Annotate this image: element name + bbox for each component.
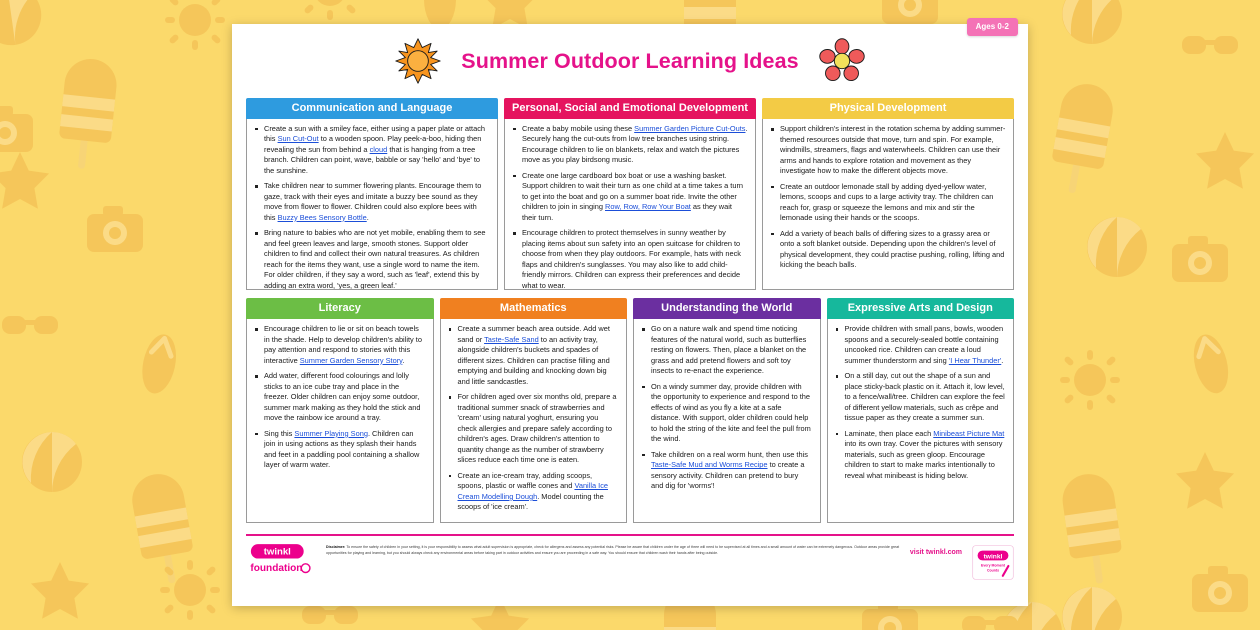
resource-link[interactable]: Minibeast Picture Mat <box>933 428 1005 438</box>
subject-body <box>827 319 1015 523</box>
document-header <box>232 24 1028 98</box>
idea-list <box>250 324 428 471</box>
idea-text: . Model counting the scoops of 'ice cream'. <box>457 491 604 512</box>
idea-text: Create a baby mobile using these <box>522 123 635 133</box>
subject-column <box>827 298 1015 523</box>
svg-text:Counts: Counts <box>986 568 1000 573</box>
idea-item <box>264 429 426 471</box>
idea-text: Provide children with small pans, bowls, wooden spoons and a securely-sealed bottle containing uncooked rice. Children can create a loud summer thunderstorm and sing <box>844 324 1004 365</box>
idea-text: Sing this <box>264 428 295 438</box>
idea-item <box>845 371 1007 424</box>
svg-text:foundation: foundation <box>250 563 303 575</box>
subject-heading: Mathematics <box>440 298 628 319</box>
subject-heading: Physical Development <box>762 98 1014 119</box>
idea-list <box>250 124 492 290</box>
idea-text: Go on a nature walk and spend time noticing features of the natural world, such as butterflies resting on flowers. Then, place a blanket on the grass and add pretend flowers and soft toy insects to re-enact the experience. <box>651 324 807 376</box>
resource-link[interactable]: cloud <box>369 144 388 154</box>
subject-heading: Communication and Language <box>246 98 498 119</box>
idea-item <box>780 124 1006 177</box>
idea-list <box>637 324 815 492</box>
idea-item <box>264 181 490 223</box>
svg-text:twinkl: twinkl <box>983 553 1003 561</box>
subject-column <box>246 298 434 523</box>
idea-item <box>264 324 426 366</box>
idea-text: On a still day, cut out the shape of a sun and place sticky-back plastic on it. Attach it, low level, to a fence/wall/tree. Children can explore the feel of different yellow materials, such as crêpe and tissue paper as they create a summer sun. <box>844 371 1005 423</box>
subject-column <box>762 98 1014 290</box>
idea-text: For children aged over six months old, prepare a traditional summer snack of strawberries and 'cream' using natural yoghurt, ensuring you check allergies and prepare safely according to children's ages. Draw children's attention to quantity change as the number of strawberry slices reduce each time one is eaten. <box>457 392 617 465</box>
subject-heading: Literacy <box>246 298 434 319</box>
document-page <box>232 24 1028 606</box>
idea-item <box>458 471 620 513</box>
idea-text: Support children's interest in the rotation schema by adding summer-themed resources outside that move, turn and spin. For example, windmills, streamers, flags and waterwheels. Children can use their arms and hands to explore rotation and movement as they investigate how to make the different objects move. <box>780 124 1006 176</box>
resource-link[interactable]: Summer Playing Song <box>294 428 368 438</box>
page-title: Summer Outdoor Learning Ideas <box>461 48 799 73</box>
idea-text: to an activity tray, alongside children's buckets and spades of different sizes. Children can practise filling and emptying and building and knocking down big and little sandcastles. <box>457 334 610 386</box>
idea-item <box>264 228 490 290</box>
idea-item <box>780 182 1006 224</box>
subject-column <box>440 298 628 523</box>
subject-body <box>246 119 498 290</box>
idea-item <box>845 429 1007 482</box>
idea-text: to a wooden spoon. Play peek-a-boo, hiding then revealing the sun from behind a <box>264 134 482 154</box>
subject-column <box>504 98 756 290</box>
resource-link[interactable]: Taste-Safe Mud and Worms Recipe <box>651 460 768 470</box>
resource-link[interactable]: Vanilla Ice Cream Modelling Dough <box>457 481 609 501</box>
bottom-subject-grid <box>232 298 1028 523</box>
subject-body <box>633 319 821 523</box>
visit-twinkl-link[interactable]: visit twinkl.com <box>909 549 962 556</box>
idea-item <box>651 450 813 492</box>
subject-column <box>246 98 498 290</box>
idea-text: Laminate, then place each <box>844 428 934 438</box>
idea-text: that is hanging from a tree branch. Children can point, wave, babble or say 'hello' and 'bye' to the sunshine. <box>264 144 480 175</box>
idea-text: Take children on a real worm hunt, then use this <box>651 449 808 459</box>
idea-text: Create a summer beach area outside. Add wet sand or <box>457 324 610 344</box>
document-footer <box>246 534 1014 606</box>
idea-text: Create an outdoor lemonade stall by adding dyed-yellow water, lemons, scoops and cups to a large activity tray. The children can reach for, grasp or squeeze the lemons and mix and stir the lemonade using their hands or the scoops. <box>780 181 994 223</box>
idea-item <box>264 371 426 424</box>
subject-body <box>762 119 1014 290</box>
idea-list <box>508 124 750 290</box>
top-subject-grid <box>232 98 1028 290</box>
resource-link[interactable]: Row, Row, Row Your Boat <box>605 202 691 212</box>
idea-item <box>651 324 813 377</box>
svg-text:twinkl: twinkl <box>263 546 291 558</box>
twinkl-logo <box>972 543 1014 585</box>
disclaimer-body: To ensure the safety of children in your setting, it is your responsibility to assess what adult supervision is appropriate, check for allergens and assess any potential risks. Please be aware that children under the age of three will need to be supervised at all times and a small amount of water can be extremely dangerous. Outdoor areas provide great opportunities for playing and learning, but you should always check any environmental areas before taking part in outdoor activities and ensure you are proceeding in a safe way. You should ensure that children wash their hands after being outside. <box>326 545 900 555</box>
idea-text: On a windy summer day, provide children with the opportunity to experience and respond to the effects of wind as you fly a kite at a safe distance. With support, older children could help to hold the string of the kite and feel the pull from the wind. <box>651 381 811 444</box>
idea-item <box>651 382 813 445</box>
subject-body <box>246 319 434 523</box>
flower-icon <box>819 38 865 84</box>
subject-heading: Personal, Social and Emotional Development <box>504 98 756 119</box>
idea-item <box>845 324 1007 366</box>
idea-text: Create a sun with a smiley face, either using a paper plate or attach this <box>264 123 486 144</box>
idea-list <box>766 124 1008 271</box>
idea-text: to create a sensory activity. Children can pretend to bury and dig for 'worms'! <box>651 460 805 491</box>
idea-text: Take children near to summer flowering plants. Encourage them to gaze, track with their eyes and imitate a buzzy bee sound as they move from flower to flower. Children could also explore bees with this <box>264 181 482 222</box>
idea-list <box>831 324 1009 481</box>
idea-list <box>444 324 622 513</box>
idea-text: Add water, different food colourings and lolly sticks to an ice cube tray and place in the freezer. Older children can enjoy some outdoor, summer mark making as they hold the stick and move the rainbow ice around a tray. <box>264 371 421 423</box>
idea-text: Add a variety of beach balls of differing sizes to a grassy area or onto a soft blanket outside. Depending upon the children's level of physical development, they could practise pushing, rolling, lifting and kicking the beach balls. <box>780 228 1005 270</box>
idea-text: as they wait their turn. <box>522 202 732 222</box>
idea-text: Encourage children to lie or sit on beach towels in the shade. Help to develop children's ability to pay attention and respond to stories with this interactive <box>264 324 422 365</box>
idea-text: Create an ice-cream tray, adding scoops, spoons, plastic or waffle cones and <box>457 470 593 491</box>
disclaimer-text <box>320 543 910 557</box>
idea-text: . Children can join in using actions as they splash their hands and feet in a paddling pool containing a shallow layer of warm water. <box>264 428 420 470</box>
subject-body <box>504 119 756 290</box>
resource-link[interactable]: Summer Garden Picture Cut-Outs <box>634 123 746 133</box>
idea-item <box>780 229 1006 271</box>
idea-text: Bring nature to babies who are not yet mobile, enabling them to see and feel green leaves and large, smooth stones. Support older children to find and collect their own natural treasures. As children reach for the items they want, use a single word to name the item. For older children, if they say a word, such as 'leaf', extend this by adding an extra word, 'yes, a green leaf.' <box>264 228 486 290</box>
disclaimer-label: Disclaimer: <box>326 545 346 549</box>
idea-item <box>458 324 620 387</box>
idea-text: . <box>366 212 369 222</box>
idea-item <box>458 392 620 466</box>
resource-link[interactable]: Summer Garden Sensory Story <box>299 355 403 365</box>
idea-text: . <box>1001 355 1004 365</box>
subject-heading: Expressive Arts and Design <box>827 298 1015 319</box>
resource-link[interactable]: 'I Hear Thunder' <box>948 355 1002 365</box>
idea-text: Encourage children to protect themselves in sunny weather by placing items about sun safety into an open suitcase for children to choose from when they play outdoors. For example, hats with neck flaps and children's sunglasses. You may also like to add child-friendly mirrors. Children can express their preferences and decide what to wear. <box>522 228 741 290</box>
subject-body <box>440 319 628 523</box>
subject-heading: Understanding the World <box>633 298 821 319</box>
resource-link[interactable]: Sun Cut-Out <box>277 134 319 144</box>
idea-item <box>522 124 748 166</box>
sun-icon <box>395 38 441 84</box>
subject-column <box>633 298 821 523</box>
idea-item <box>264 124 490 177</box>
idea-text: into its own tray. Cover the pictures with sensory materials, such as green gloop. Encourage children to start to make marks intentionally to reveal what minibeast is hiding below. <box>844 439 1003 480</box>
idea-text: . Securely hang the cut-outs from low tree branches using string. Encourage children to lie on blankets, relax and watch the pictures move as you play birdsong music. <box>522 123 748 165</box>
idea-item <box>522 228 748 290</box>
twinkl-foundation-logo <box>246 543 320 582</box>
idea-item <box>522 171 748 224</box>
idea-text: . <box>402 355 405 365</box>
svg-text:Every Moment: Every Moment <box>981 563 1005 568</box>
resource-link[interactable]: Taste-Safe Sand <box>484 334 539 344</box>
resource-link[interactable]: Buzzy Bees Sensory Bottle <box>277 212 367 222</box>
age-badge: Ages 0-2 <box>967 18 1018 36</box>
idea-text: Create one large cardboard box boat or use a washing basket. Support children to wait their turn as one child at a time takes a turn to get into the boat and go on a summer boat ride. Invite the other children to join in singing <box>522 170 744 212</box>
